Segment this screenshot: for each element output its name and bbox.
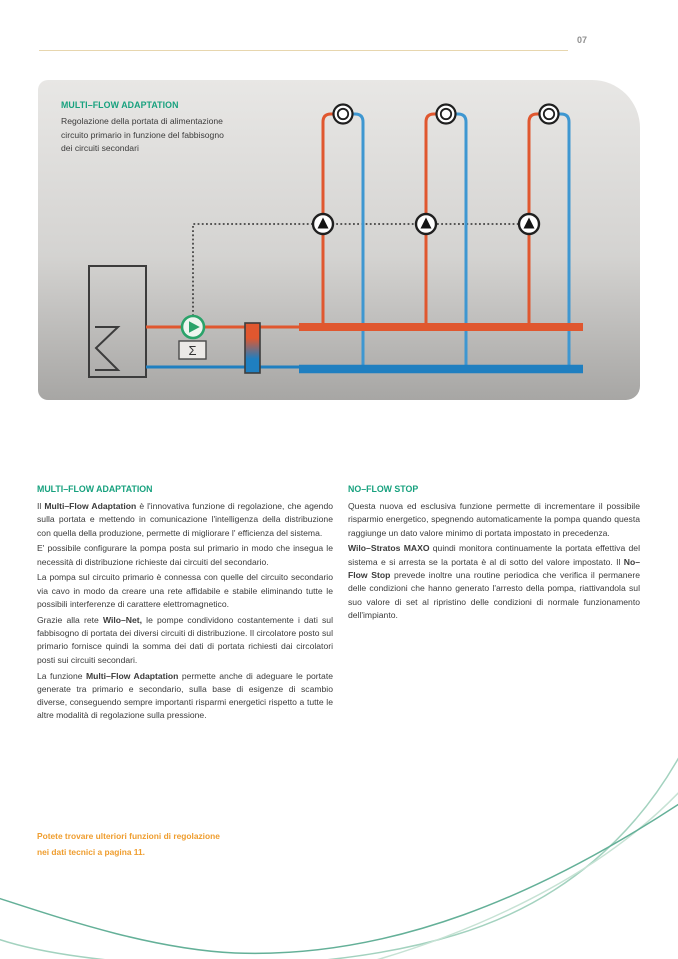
page-number: 07 — [577, 35, 588, 45]
left-column — [37, 484, 334, 857]
swoosh-curve-dark — [0, 800, 678, 953]
reference-note-line: Potete trovare ulteriori funzioni di regolazione — [37, 831, 220, 841]
sum-box — [179, 341, 206, 359]
consumer-symbol-3 — [540, 105, 559, 124]
boiler-symbol — [89, 266, 146, 377]
paragraph: La funzione Multi–Flow Adaptation permette anche di adeguare le portate generate tra primario e secondario, sulla base di esigenze di scambio diverse, conseguendo sempre importanti risparmi energetici rispetto a tutte le altre modalità di regolazione sulla pressione. — [37, 670, 334, 721]
reference-note-line: nei dati tecnici a pagina 11. — [37, 846, 145, 857]
header-rule — [39, 50, 568, 51]
secondary-pump-1 — [313, 214, 333, 234]
diagram-caption-line: Regolazione della portata di alimentazione — [61, 116, 223, 126]
paragraph: La pompa sul circuito primario è connessa con quelle del circuito secondario via cavo in modo da creare una rete affidabile e stabile eliminando tutte le possibili interferenze di carattere elettromagnetico. — [37, 572, 333, 610]
reference-note — [37, 829, 220, 860]
heat-exchanger-glyph — [95, 327, 118, 370]
hydraulic-separator — [245, 323, 260, 373]
diagram-title: MULTI–FLOW ADAPTATION — [61, 100, 179, 110]
paragraph: Wilo–Stratos MAXO quindi monitora continuamente la portata effettiva del sistema e si arresta se la portata è al di sotto del valore impostato. Il No–Flow Stop prevede inoltre una routine periodica che verifica il permanere delle condizioni che hanno generato l'arresto della pompa, riattivandola sul suo valore di set al ripristino delle condizioni di normale funzionamento dell'impianto. — [348, 543, 640, 620]
paragraph: Il Multi–Flow Adaptation è l'innovativa funzione di regolazione, che agendo sulla portata e mettendo in comunicazione l'intelligenza della distribuzione con quella della produzione, permette di migliorare l' efficienza del sistema. — [37, 501, 334, 538]
diagram-caption-line: dei circuiti secondari — [61, 143, 139, 154]
secondary-pump-2 — [416, 214, 436, 234]
left-column-heading: MULTI–FLOW ADAPTATION — [37, 484, 153, 494]
consumer-symbol-1 — [334, 105, 353, 124]
secondary-pump-3 — [519, 214, 539, 234]
paragraph: Questa nuova ed esclusiva funzione permette di incrementare il possibile risparmio energetico, spegnendo automaticamente la pompa quando questa raggiunge un dato valore minimo di portata impostato in precedenza. — [348, 501, 640, 538]
swoosh-curve-lighter — [285, 788, 678, 959]
right-column — [348, 484, 640, 625]
consumer-symbol-2 — [437, 105, 456, 124]
diagram-panel — [38, 80, 640, 400]
right-column-heading: NO–FLOW STOP — [348, 484, 419, 494]
paragraph: Grazie alla rete Wilo–Net, le pompe condividono costantemente i dati sul fabbisogno di portata dei diversi circuiti di distribuzione. Il circolatore posto sul primario fornisce quindi la somma dei dati di portata richiesti dai circolatori posti sui circuiti secondari. — [37, 614, 333, 665]
wilo-net-dashed-line — [193, 224, 529, 316]
sigma-glyph: Σ — [188, 343, 197, 358]
primary-pump — [182, 316, 204, 338]
paragraph: E' possibile configurare la pompa posta sul primario in modo che insegua le necessità di distribuzione richieste dai circuiti del secondario. — [37, 543, 333, 567]
diagram-caption-line: circuito primario in funzione del fabbisogno — [61, 129, 224, 140]
diagram-caption — [61, 100, 273, 156]
